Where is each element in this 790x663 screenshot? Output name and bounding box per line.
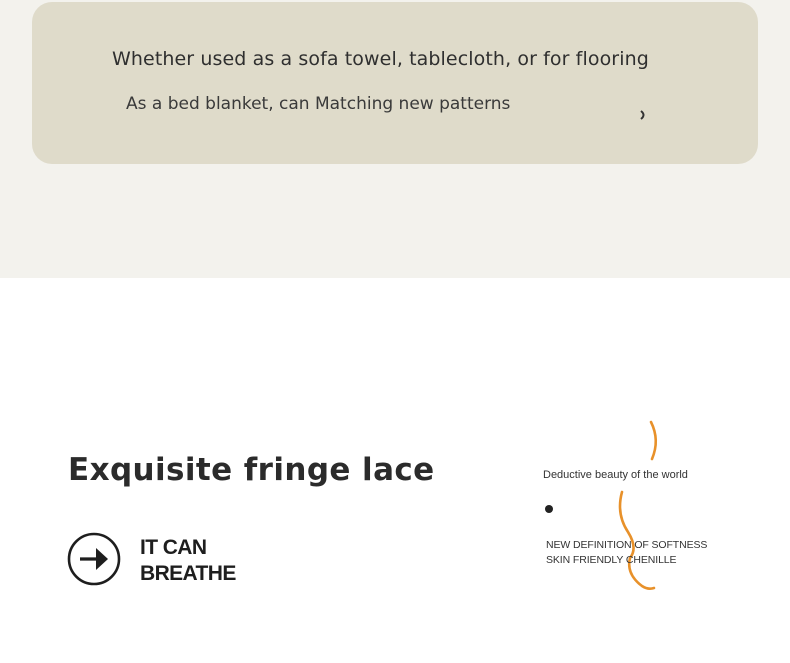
card-description-line2: As a bed blanket, can Matching new patterns	[126, 94, 511, 114]
breathe-label-line1: IT CAN	[140, 536, 207, 559]
info-card	[32, 2, 758, 164]
bullet-dot-icon	[545, 505, 553, 513]
card-description-line1: Whether used as a sofa towel, tablecloth, or for flooring	[112, 48, 649, 70]
decorative-speck-icon	[638, 108, 648, 122]
feature-title: Exquisite fringe lace	[68, 452, 435, 488]
softness-subline: NEW DEFINITION OF SOFTNESS	[546, 539, 708, 551]
arrow-right-circle-icon	[67, 532, 121, 586]
tagline: Deductive beauty of the world	[543, 469, 688, 481]
softness-graphic	[530, 418, 720, 598]
breathe-label	[140, 535, 236, 587]
feature-section	[0, 278, 790, 663]
decorative-orange-line-icon	[530, 418, 720, 598]
breathe-label-line2: BREATHE	[140, 562, 236, 585]
chenille-subline: SKIN FRIENDLY CHENILLE	[546, 554, 677, 566]
top-section	[0, 0, 790, 278]
